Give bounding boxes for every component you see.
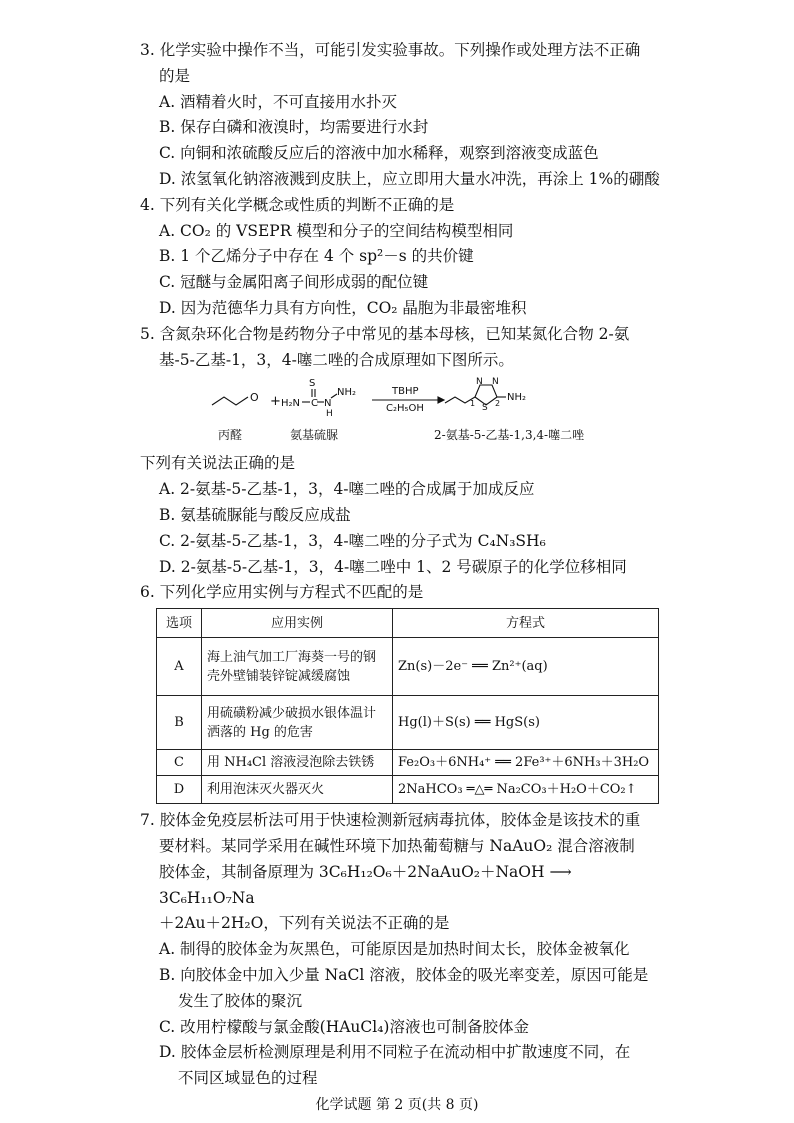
row-option: A xyxy=(157,638,202,696)
q6-header-equation: 方程式 xyxy=(393,609,659,638)
row-option: C xyxy=(157,750,202,776)
table-row xyxy=(157,638,659,696)
question-3 xyxy=(140,38,660,193)
svg-text:H: H xyxy=(326,409,333,420)
svg-text:S: S xyxy=(309,378,316,390)
row-equation: Zn(s)－2e⁻ ══ Zn²⁺(aq) xyxy=(393,638,659,696)
product-label: 2-氨基-5-乙基-1,3,4-噻二唑 xyxy=(434,428,585,443)
question-6 xyxy=(140,580,660,804)
q3-option-d: D. 浓氢氧化钠溶液溅到皮肤上，应立即用大量水冲洗，再涂上 1%的硼酸 xyxy=(159,169,660,188)
question-4 xyxy=(140,193,660,322)
q3-stem-line-2: 的是 xyxy=(159,66,191,85)
q7-stem-line-3: 胶体金，其制备原理为 3C₆H₁₂O₆＋2NaAuO₂＋NaOH ⟶ 3C₆H₁₁O₇Na xyxy=(159,862,572,907)
row-equation: 2NaHCO₃ ═△═ Na₂CO₃＋H₂O＋CO₂↑ xyxy=(393,776,659,804)
svg-text:N: N xyxy=(492,377,499,388)
svg-text:2: 2 xyxy=(495,399,501,409)
reaction-scheme xyxy=(140,375,660,451)
reagent-bottom: C₂H₅OH xyxy=(386,403,424,415)
thiosemicarbazide-structure xyxy=(302,389,337,402)
q7-stem-line-2: 要材料。某同学采用在碱性环境下加热葡萄糖与 NaAuO₂ 混合溶液制 xyxy=(159,836,635,855)
svg-text:NH₂: NH₂ xyxy=(507,392,527,404)
svg-text:O: O xyxy=(250,391,259,405)
q6-stem: 6. 下列化学应用实例与方程式不匹配的是 xyxy=(140,583,424,602)
row-example: 利用泡沫灭火器灭火 xyxy=(202,776,393,804)
propanal-label: 丙醛 xyxy=(218,428,243,443)
q6-table-header-row xyxy=(157,609,659,638)
q7-stem-line-1: 7. 胶体金免疫层析法可用于快速检测新冠病毒抗体，胶体金是该技术的重 xyxy=(140,811,641,830)
page-footer: 化学试题 第 2 页(共 8 页) xyxy=(315,1097,479,1113)
q7-option-c: C. 改用柠檬酸与氯金酸(HAuCl₄)溶液也可制备胶体金 xyxy=(159,1017,529,1036)
row-option: D xyxy=(157,776,202,804)
row-example: 海上油气加工厂海葵一号的钢壳外壁铺装锌锭减缓腐蚀 xyxy=(202,638,393,696)
row-option: B xyxy=(157,696,202,750)
question-5 xyxy=(140,322,660,581)
svg-text:H₂N: H₂N xyxy=(281,398,301,410)
question-7 xyxy=(140,808,660,1092)
q7-stem-line-4: ＋2Au＋2H₂O，下列有关说法不正确的是 xyxy=(159,914,450,933)
q5-option-d: D. 2-氨基-5-乙基-1，3，4-噻二唑中 1、2 号碳原子的化学位移相同 xyxy=(159,557,627,576)
q4-option-d: D. 因为范德华力具有方向性，CO₂ 晶胞为非最密堆积 xyxy=(159,298,527,317)
table-row xyxy=(157,750,659,776)
page-content xyxy=(140,38,660,1092)
q6-header-option: 选项 xyxy=(157,609,202,638)
q5-stem-line-2: 基-5-乙基-1，3，4-噻二唑的合成原理如下图所示。 xyxy=(159,350,514,369)
q7-option-d-line-1: D. 胶体金层析检测原理是利用不同粒子在流动相中扩散速度不同，在 xyxy=(159,1043,631,1062)
q3-option-c: C. 向铜和浓硫酸反应后的溶液中加水稀释，观察到溶液变成蓝色 xyxy=(159,144,599,163)
q4-option-a: A. CO₂ 的 VSEPR 模型和分子的空间结构模型相同 xyxy=(159,221,514,240)
svg-text:C: C xyxy=(311,398,318,410)
svg-text:N: N xyxy=(324,398,332,410)
q6-table xyxy=(156,608,659,804)
q5-option-b: B. 氨基硫脲能与酸反应成盐 xyxy=(159,505,351,524)
q5-option-c: C. 2-氨基-5-乙基-1，3，4-噻二唑的分子式为 C₄N₃SH₆ xyxy=(159,531,546,550)
svg-text:N: N xyxy=(476,377,483,388)
table-row xyxy=(157,776,659,804)
q3-option-a: A. 酒精着火时，不可直接用水扑灭 xyxy=(159,92,398,111)
q5-stem-line-1: 5. 含氮杂环化合物是药物分子中常见的基本母核，已知某氮化合物 2-氨 xyxy=(140,324,630,343)
q4-option-c: C. 冠醚与金属阳离子间形成弱的配位键 xyxy=(159,273,429,292)
q7-option-b-line-1: B. 向胶体金中加入少量 NaCl 溶液，胶体金的吸光率变差，原因可能是 xyxy=(159,965,649,984)
row-example: 用 NH₄Cl 溶液浸泡除去铁锈 xyxy=(202,750,393,776)
q7-option-a: A. 制得的胶体金为灰黑色，可能原因是加热时间太长，胶体金被氧化 xyxy=(159,940,630,959)
table-row xyxy=(157,696,659,750)
q3-option-b: B. 保存白磷和液溴时，均需要进行水封 xyxy=(159,118,429,137)
svg-text:1: 1 xyxy=(470,399,476,409)
svg-text:NH₂: NH₂ xyxy=(337,387,357,399)
q5-option-a: A. 2-氨基-5-乙基-1，3，4-噻二唑的合成属于加成反应 xyxy=(159,480,535,499)
row-equation: Hg(l)＋S(s) ══ HgS(s) xyxy=(393,696,659,750)
svg-text:S: S xyxy=(482,403,488,414)
q6-header-example: 应用实例 xyxy=(202,609,393,638)
row-equation: Fe₂O₃＋6NH₄⁺ ══ 2Fe³⁺＋6NH₃＋3H₂O xyxy=(393,750,659,776)
svg-text:+: + xyxy=(270,394,281,410)
thiosemicarbazide-label: 氨基硫脲 xyxy=(290,428,339,443)
reagent-top: TBHP xyxy=(392,386,419,398)
q4-option-b: B. 1 个乙烯分子中存在 4 个 sp²－s 的共价键 xyxy=(159,247,474,266)
q3-stem-line-1: 3. 化学实验中操作不当，可能引发实验事故。下列操作或处理方法不正确 xyxy=(140,41,641,59)
q7-option-d-line-2: 不同区域显色的过程 xyxy=(178,1069,318,1088)
q4-stem: 4. 下列有关化学概念或性质的判断不正确的是 xyxy=(140,195,455,214)
row-example: 用硫磺粉减少破损水银体温计洒落的 Hg 的危害 xyxy=(202,696,393,750)
q7-option-b-line-2: 发生了胶体的聚沉 xyxy=(178,991,303,1010)
q5-prompt: 下列有关说法正确的是 xyxy=(140,454,296,473)
propanal-structure xyxy=(212,397,248,405)
